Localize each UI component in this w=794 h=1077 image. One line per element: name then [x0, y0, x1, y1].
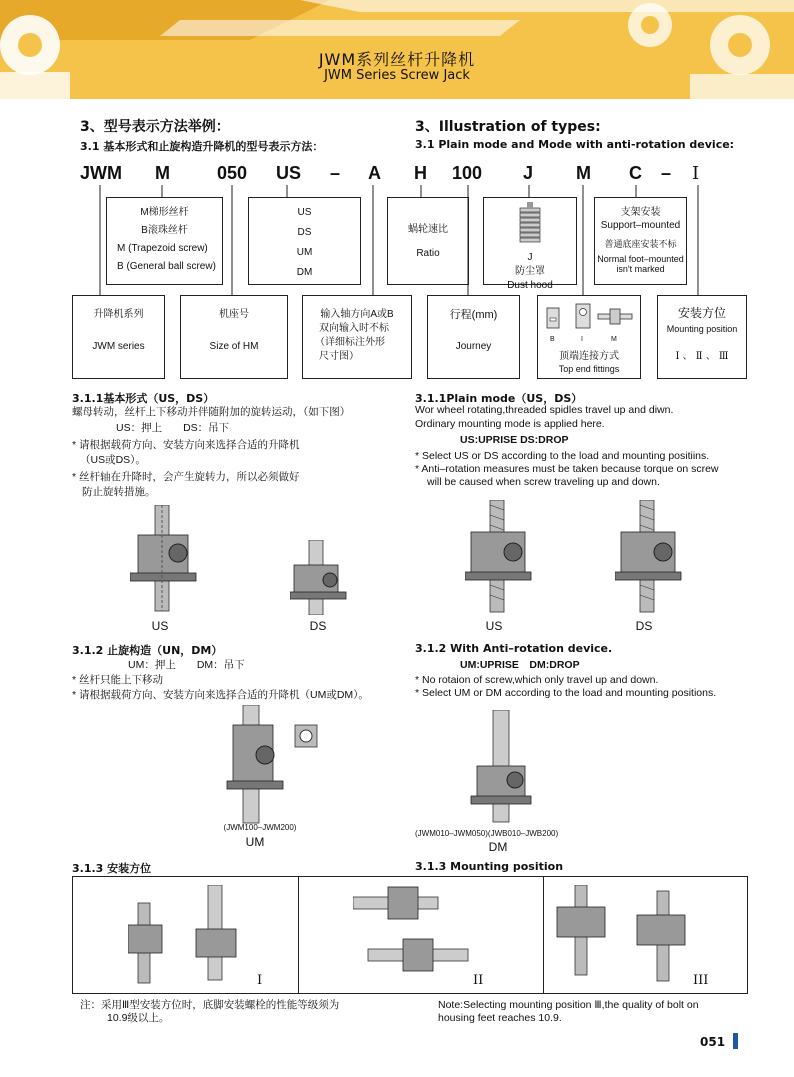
mount-position-i-drawing [128, 885, 248, 985]
box-text: JWM series [92, 341, 145, 352]
box-text: B滚珠丝杆 [141, 225, 188, 236]
box-text: 双向输入时不标 [319, 323, 389, 334]
box-text: Journey [455, 341, 492, 352]
s311-text: 螺母转动，丝杆上下移动并伴随附加的旋转运动，（如下图） [72, 406, 351, 418]
box-journey [427, 295, 520, 379]
header-title-cn: JWM系列丝杆升降机 [318, 50, 476, 69]
box-text: Mounting position [666, 324, 738, 334]
s312-title-cn: 3.1.2 止旋构造（UN，DM） [72, 644, 223, 657]
section-title-cn: 3、型号表示方法举例： [80, 119, 230, 135]
s311-text: US：押上 DS：吊下 [116, 422, 230, 434]
section-title-en: 3、Illustration of types: [415, 119, 601, 135]
box-text: J [527, 252, 533, 263]
jack-drawing-dm [465, 710, 545, 825]
s312-text-en: UM:UPRISE DM:DROP [460, 659, 580, 671]
s313-note-en: Note:Selecting mounting position Ⅲ,the quality of bolt on [438, 999, 699, 1011]
label-um: UM [245, 835, 265, 849]
fitting-label-b: B [550, 336, 555, 343]
box-text: Ratio [416, 248, 440, 259]
s311-title-cn: 3.1.1基本形式（US，DS） [72, 392, 215, 405]
page-number-bar [733, 1033, 738, 1049]
box-text: isn't marked [616, 264, 665, 274]
code-top-end: M [576, 163, 591, 183]
mount-label-ii: II [473, 973, 484, 988]
s313-title-cn: 3.1.3 安装方位 [72, 862, 152, 875]
box-mounting-position [657, 295, 747, 379]
s313-note-en: housing feet reaches 10.9. [438, 1012, 562, 1024]
box-text: Dust hood [507, 280, 553, 291]
fitting-label-i: I [581, 336, 583, 343]
box-text: 尺寸图） [319, 351, 359, 362]
box-text: US [297, 207, 312, 218]
box-text: Normal foot–mounted [597, 254, 684, 264]
s311-note: * 请根据载荷方向、安装方向来选择合适的升降机 [72, 439, 300, 451]
box-ratio [387, 197, 469, 285]
s313-title-en: 3.1.3 Mounting position [415, 860, 564, 873]
box-text: UM [296, 247, 313, 258]
fitting-label-m: M [611, 336, 617, 343]
mount-label-i: I [257, 973, 263, 988]
box-text: Ⅰ 、 Ⅱ 、 Ⅲ [675, 351, 729, 362]
box-top-end [537, 295, 641, 379]
box-direction [248, 197, 361, 285]
s311-title-en: 3.1.1Plain mode（US，DS） [415, 392, 583, 405]
box-text: B (General ball screw) [117, 261, 216, 272]
code-dash-2: – [661, 163, 672, 183]
box-text: Support–mounted [600, 220, 681, 231]
s313-note-cn: 注：采用Ⅲ型安装方位时，底脚安装螺栓的性能等级须为 [80, 999, 340, 1011]
box-series [72, 295, 165, 379]
label-us: US [151, 619, 169, 633]
box-dust-hood [483, 197, 577, 291]
top-end-fittings-icon [538, 296, 640, 336]
code-journey: 100 [452, 163, 483, 183]
header-title-en: JWM Series Screw Jack [324, 68, 470, 83]
s312-text-en: * No rotaion of screw,which only travel up and down. [415, 674, 659, 686]
box-text: 防尘罩 [515, 266, 545, 277]
box-text: Size of HM [209, 341, 259, 352]
box-text: M (Trapezoid screw) [117, 243, 208, 254]
jack-drawing-um [225, 705, 325, 825]
s313-note-cn: 10.9级以上。 [107, 1012, 170, 1024]
mounting-position-panel [72, 876, 748, 994]
box-mount-type [594, 197, 687, 285]
box-text: （详细标注外形 [315, 337, 385, 348]
mount-position-iii-drawing [553, 885, 693, 985]
s312-text-en: * Select UM or DM according to the load and mounting positions. [415, 687, 717, 699]
s311-text-en: will be caused when screw traveling up and down. [427, 476, 660, 488]
code-series: JWM [80, 163, 122, 183]
label-dm: DM [488, 840, 508, 854]
subsection-title-cn: 3.1 基本形式和止旋构造升降机的型号表示方法： [80, 140, 324, 153]
jack-drawing-ds-en [615, 500, 685, 615]
subsection-title-en: 3.1 Plain mode and Mode with anti-rotation device: [415, 138, 735, 151]
s312-title-en: 3.1.2 With Anti–rotation device. [415, 642, 613, 655]
box-input-direction [302, 295, 412, 379]
s312-note: * 请根据载荷方向、安装方向来选择合适的升降机（UM或DM）。 [72, 689, 369, 701]
box-screw-type [106, 197, 223, 285]
s311-note: * 丝杆轴在升降时，会产生旋转力，所以必须做好 [72, 471, 300, 483]
box-text: 普通底座安装不标 [604, 239, 677, 249]
s311-text-en: Wor wheel rotating,threaded spidles travel up and diwn. [415, 404, 674, 416]
page-number: 051 [700, 1035, 726, 1049]
box-text: 机座号 [219, 309, 249, 320]
box-size [180, 295, 288, 379]
code-input: A [368, 163, 381, 183]
code-screw: M [155, 163, 170, 183]
jack-drawing-us-en [465, 500, 535, 615]
box-text: 支架安装 [620, 207, 661, 218]
s311-text-en: * Anti–rotation measures must be taken because torque on screw [415, 463, 719, 475]
code-ratio: H [414, 163, 427, 183]
caption-dm: (JWM010–JWM050)(JWB010–JWB200) [415, 829, 559, 838]
code-position: I [692, 163, 700, 184]
box-text: M梯形丝杆 [140, 207, 189, 218]
box-text: 输入轴方向A或B [320, 309, 394, 320]
mount-position-ii-drawing [353, 883, 473, 983]
box-text: DM [296, 267, 313, 278]
jack-drawing-ds-cn [290, 540, 350, 615]
box-text: 行程(mm) [449, 309, 498, 321]
box-text: 升降机系列 [93, 309, 144, 320]
code-mount: C [629, 163, 642, 183]
label-us: US [485, 619, 503, 633]
caption-um: (JWM100–JWM200) [223, 823, 297, 832]
s311-text-en: * Select US or DS according to the load and mounting positiins. [415, 450, 710, 462]
s311-text-en: Ordinary mounting mode is applied here. [415, 418, 605, 430]
s311-text-en: US:UPRISE DS:DROP [460, 434, 569, 446]
code-size: 050 [217, 163, 248, 183]
label-ds: DS [309, 619, 327, 633]
s312-note: * 丝杆只能上下移动 [72, 674, 164, 686]
label-ds: DS [635, 619, 653, 633]
s312-text: UM：押上 DM：吊下 [128, 659, 245, 671]
box-text: Top end fittings [558, 364, 620, 374]
s311-note: 防止旋转措施。 [82, 486, 156, 498]
jack-drawing-us-cn [130, 505, 200, 615]
code-dust: J [523, 163, 534, 183]
box-text: 蜗轮速比 [408, 224, 448, 235]
box-text: DS [297, 227, 312, 238]
code-direction: US [276, 163, 302, 183]
code-dash-1: – [330, 163, 341, 183]
dust-hood-icon [484, 198, 576, 248]
box-text: 顶端连接方式 [559, 351, 619, 362]
mount-label-iii: III [693, 973, 709, 988]
s311-note: （US或DS）。 [80, 454, 146, 466]
box-text: 安装方位 [677, 306, 726, 320]
